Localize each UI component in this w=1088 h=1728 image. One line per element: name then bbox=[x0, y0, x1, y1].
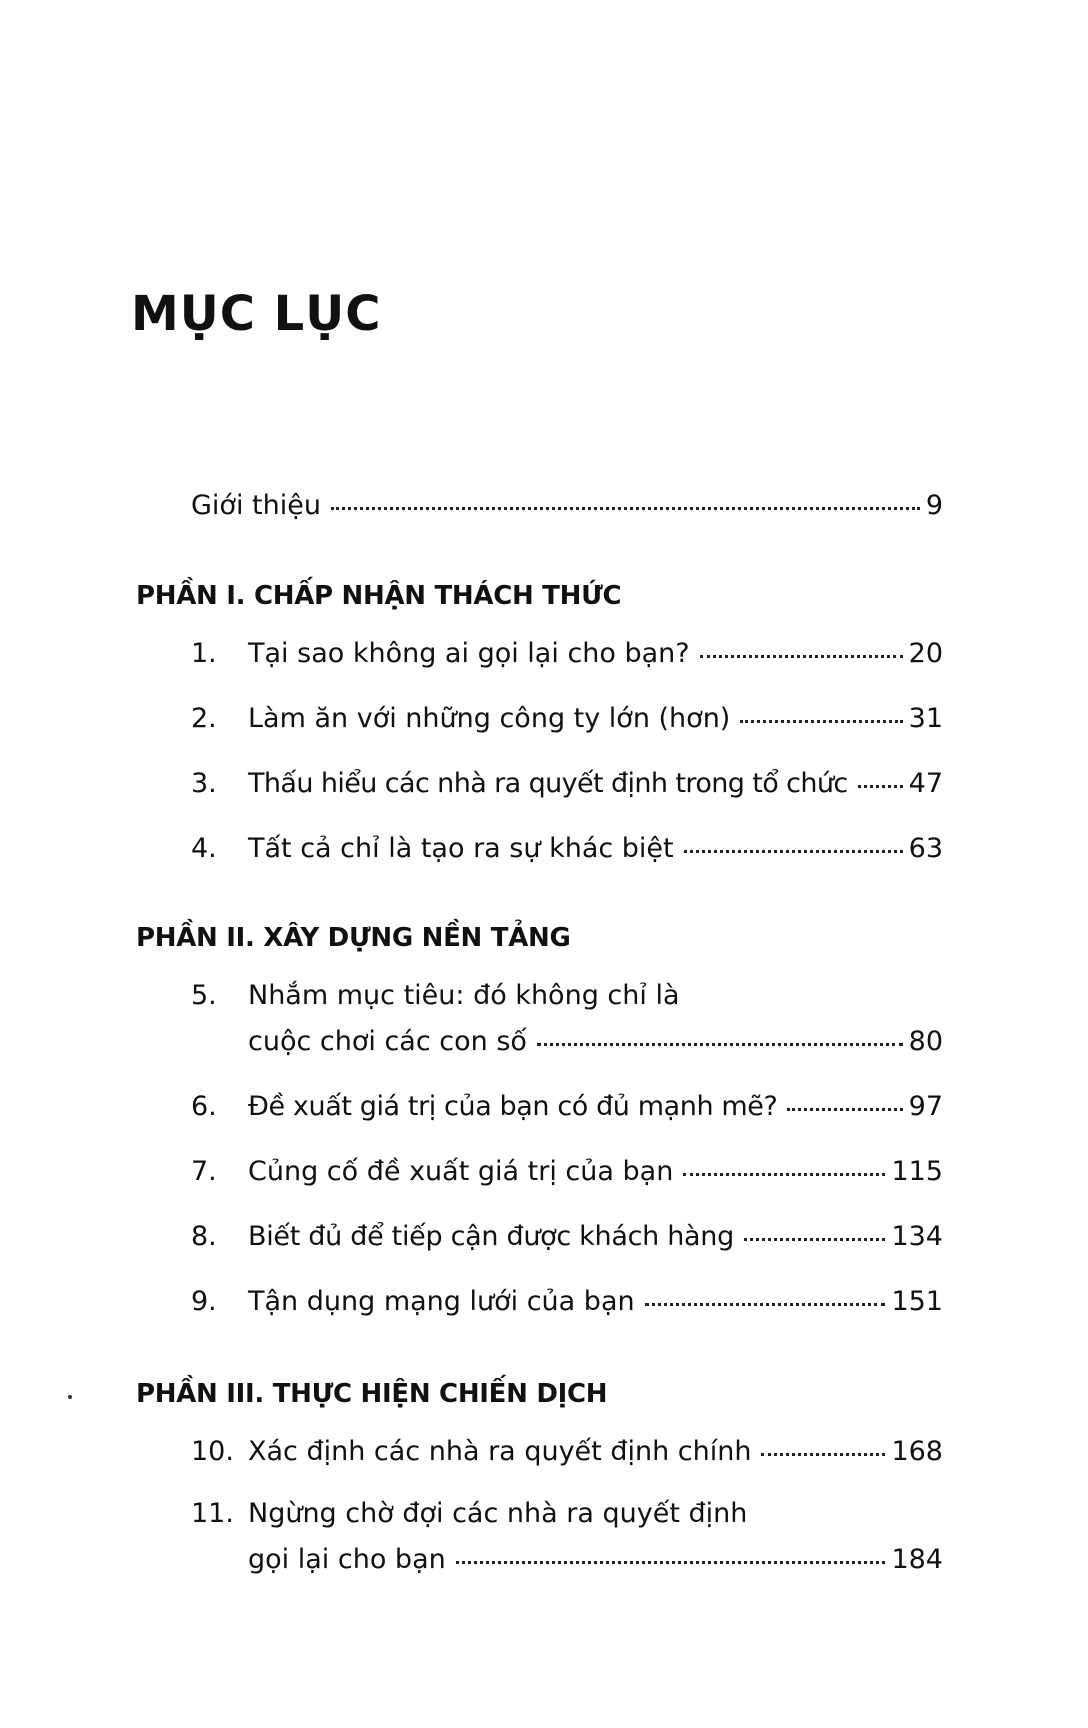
toc-entry-title: Tận dụng mạng lưới của bạn bbox=[248, 1286, 635, 1317]
toc-entry-page: 20 bbox=[908, 638, 943, 669]
part-heading-1: PHẦN I. CHẤP NHẬN THÁCH THỨC bbox=[136, 581, 622, 611]
toc-entry-title: Biết đủ để tiếp cận được khách hàng bbox=[248, 1221, 734, 1252]
dot-leader bbox=[331, 507, 920, 510]
toc-entry-number: 9. bbox=[191, 1286, 217, 1317]
toc-entry-number: 2. bbox=[191, 703, 217, 734]
dot-leader bbox=[744, 1238, 886, 1241]
toc-entry-9 bbox=[191, 1288, 943, 1315]
toc-entry-number: 11. bbox=[191, 1498, 234, 1529]
toc-entry-number: 5. bbox=[191, 980, 217, 1011]
toc-entry-page: 63 bbox=[908, 833, 943, 864]
dot-leader bbox=[761, 1453, 885, 1456]
toc-entry-title: Thấu hiểu các nhà ra quyết định trong tổ chức bbox=[248, 768, 848, 799]
toc-entry-page: 80 bbox=[908, 1026, 943, 1057]
toc-entry-2 bbox=[191, 705, 943, 732]
toc-entry-title: Nhắm mục tiêu: đó không chỉ là bbox=[248, 980, 680, 1011]
toc-entry-page: 9 bbox=[925, 490, 943, 521]
toc-entry-3 bbox=[191, 770, 943, 797]
toc-entry-title: Ngừng chờ đợi các nhà ra quyết định bbox=[248, 1498, 748, 1529]
toc-entry-intro bbox=[191, 492, 943, 519]
toc-entry-title: Củng cố đề xuất giá trị của bạn bbox=[248, 1156, 674, 1187]
toc-entry-number: 10. bbox=[191, 1436, 234, 1467]
toc-entry-8 bbox=[191, 1223, 943, 1250]
toc-entry-10 bbox=[191, 1438, 943, 1465]
dot-leader bbox=[787, 1108, 902, 1111]
toc-entry-number: 8. bbox=[191, 1221, 217, 1252]
toc-entry-number: 7. bbox=[191, 1156, 217, 1187]
toc-entry-number: 4. bbox=[191, 833, 217, 864]
dot-leader bbox=[684, 850, 903, 853]
part-heading-3: PHẦN III. THỰC HIỆN CHIẾN DỊCH bbox=[136, 1379, 608, 1409]
toc-entry-5-first-line bbox=[191, 982, 680, 1009]
toc-entry-page: 97 bbox=[908, 1091, 943, 1122]
toc-entry-title: Tại sao không ai gọi lại cho bạn? bbox=[248, 638, 690, 669]
toc-entry-11-first-line bbox=[191, 1500, 747, 1527]
toc-entry-page: 168 bbox=[891, 1436, 943, 1467]
toc-entry-1 bbox=[191, 640, 943, 667]
toc-entry-page: 115 bbox=[891, 1156, 943, 1187]
toc-entry-title: Đề xuất giá trị của bạn có đủ mạnh mẽ? bbox=[248, 1091, 778, 1122]
toc-entry-7 bbox=[191, 1158, 943, 1185]
dot-leader bbox=[858, 785, 903, 788]
dot-leader bbox=[683, 1173, 885, 1176]
toc-entry-number: 6. bbox=[191, 1091, 217, 1122]
dot-leader bbox=[740, 720, 902, 723]
toc-entry-4 bbox=[191, 835, 943, 862]
toc-entry-title: gọi lại cho bạn bbox=[248, 1544, 446, 1575]
dot-leader bbox=[700, 655, 903, 658]
toc-entry-title: cuộc chơi các con số bbox=[248, 1026, 527, 1057]
dot-leader bbox=[645, 1303, 886, 1306]
toc-entry-page: 47 bbox=[908, 768, 943, 799]
dot-leader bbox=[537, 1043, 903, 1046]
toc-entry-title: Làm ăn với những công ty lớn (hơn) bbox=[248, 703, 731, 734]
toc-entry-title: Xác định các nhà ra quyết định chính bbox=[248, 1436, 752, 1467]
toc-entry-page: 31 bbox=[908, 703, 943, 734]
print-speck bbox=[68, 1395, 72, 1399]
toc-entry-page: 184 bbox=[891, 1544, 943, 1575]
page-title: MỤC LỤC bbox=[131, 286, 382, 342]
toc-entry-11 bbox=[248, 1546, 943, 1573]
part-heading-2: PHẦN II. XÂY DỰNG NỀN TẢNG bbox=[136, 923, 571, 953]
toc-entry-page: 134 bbox=[891, 1221, 943, 1252]
toc-entry-title: Tất cả chỉ là tạo ra sự khác biệt bbox=[248, 833, 674, 864]
toc-entry-number: 3. bbox=[191, 768, 217, 799]
toc-entry-6 bbox=[191, 1093, 943, 1120]
toc-entry-page: 151 bbox=[891, 1286, 943, 1317]
toc-entry-number: 1. bbox=[191, 638, 217, 669]
toc-entry-5 bbox=[248, 1028, 943, 1055]
toc-entry-title: Giới thiệu bbox=[191, 490, 321, 521]
dot-leader bbox=[456, 1561, 886, 1564]
